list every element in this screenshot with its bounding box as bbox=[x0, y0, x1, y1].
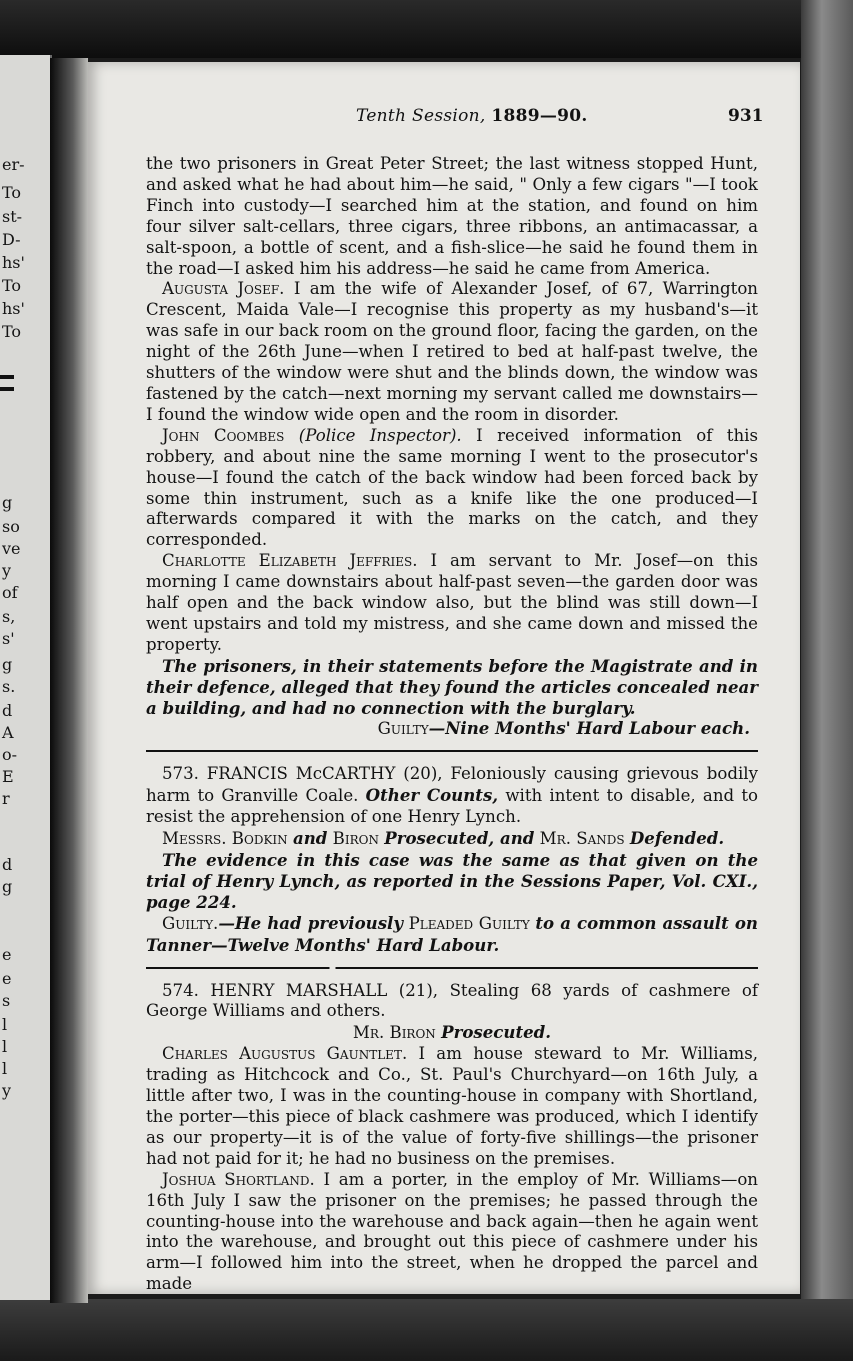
book-gutter bbox=[50, 58, 88, 1303]
testimony-text: I am the wife of Alexander Josef, of 67, Warrington Crescent, Maida Vale—I recognise this property as my husband's—it was safe in our back room on the ground floor, facing the garden, on the night of the 26th June—when I retired to bed at half-past twelve, the shutters of the window were shut and the blinds down, the window was fastened by the catch—next morning my servant called me downstairs—I found the window wide open and the room in disorder. bbox=[146, 279, 758, 424]
previous-page-fragment: y bbox=[2, 561, 12, 580]
case-charge: Stealing 68 yards of cashmere of George Williams and others. bbox=[146, 980, 759, 1021]
verdict-pleaded: Pleaded Guilty bbox=[408, 913, 530, 933]
previous-page-fragment: e bbox=[2, 969, 12, 988]
previous-page-fragment: g bbox=[2, 655, 13, 674]
previous-page-fragment: s' bbox=[2, 629, 15, 648]
previous-page-fragment: To bbox=[2, 276, 22, 295]
verdict bbox=[146, 718, 758, 740]
case-573-verdict bbox=[146, 913, 758, 957]
case-title: 573. FRANCIS McCARTHY (20), bbox=[162, 764, 443, 784]
testimony-joshua-shortland bbox=[146, 1170, 758, 1295]
verdict-text: to a common assault on Tanner—Twelve Months' Hard Labour. bbox=[146, 912, 758, 955]
counsel-prosecuted: Prosecuted. bbox=[441, 1022, 552, 1043]
previous-page-fragment: l bbox=[2, 1015, 8, 1034]
previous-page-fragment: A bbox=[2, 723, 14, 742]
previous-page-fragment: hs' bbox=[2, 299, 25, 318]
counsel-name: Biron bbox=[332, 829, 379, 849]
witness-name: Charlotte Elizabeth Jeffries. bbox=[162, 551, 418, 571]
page-body bbox=[146, 154, 758, 1295]
previous-page-fragment: s, bbox=[2, 607, 16, 626]
counsel-name: Mr. Biron bbox=[352, 1023, 436, 1043]
previous-page-fragment: d bbox=[2, 855, 13, 874]
verdict-text: —He had previously bbox=[218, 912, 404, 933]
previous-page-fragment: s. bbox=[2, 677, 16, 696]
scan-frame-top bbox=[0, 0, 853, 58]
prisoners-statement: The prisoners, in their statements before the Magistrate and in their defence, alleged that they found the articles concealed near a building, and had no connection with the burglary. bbox=[146, 655, 758, 718]
page-header bbox=[88, 106, 800, 130]
testimony-text: I am a porter, in the employ of Mr. Williams—on 16th July I saw the prisoner on the premises; he passed through the counting-house into the warehouse and back again—then he again went into the warehouse, and brought out this piece of cashmere under his arm—I followed him into the street, when he dropped the parcel and made bbox=[146, 1169, 758, 1294]
case-573-heading bbox=[146, 764, 758, 828]
case-title: 574. HENRY MARSHALL (21), bbox=[162, 980, 439, 1000]
previous-page-fragment: To bbox=[2, 322, 22, 341]
testimony-text: I am house steward to Mr. Williams, trading as Hitchcock and Co., St. Paul's Churchyard—on 16th July, a little after two, I was in the counting-house in company with Shortland, the porter—this piece of black cashmere was produced, which I identify as our property—it is of the value of forty-five shillings—the prisoner had not paid for it; he had no business on the premises. bbox=[146, 1044, 759, 1168]
testimony-charlotte-jeffries bbox=[146, 551, 758, 656]
counsel-and: and bbox=[292, 828, 328, 849]
previous-page-fragment: l bbox=[2, 1059, 8, 1078]
paragraph-continuation: the two prisoners in Great Peter Street; the last witness stopped Hunt, and asked what he had about him—he said, " Only a few cigars "—I took Finch into custody—I searched him at the station, and found on him four silver salt-cellars, three cigars, three ribbons, an antimacassar, a salt-spoon, a bottle of scent, and a fish-slice—he said he found them in the road—I asked him his address—he said he came from America. bbox=[146, 154, 758, 278]
previous-page-rule bbox=[0, 375, 14, 379]
previous-page-fragment: st- bbox=[2, 207, 23, 226]
previous-page-fragment: g bbox=[2, 877, 13, 896]
verdict-guilty: Guilty. bbox=[162, 913, 219, 933]
witness-name: Charles Augustus Gauntlet. bbox=[162, 1044, 408, 1064]
scan-frame-right bbox=[801, 0, 853, 1361]
previous-page-edge bbox=[0, 55, 52, 1300]
testimony-augusta-josef bbox=[146, 279, 758, 425]
running-title-text: Tenth Session, bbox=[356, 106, 486, 126]
previous-page-fragment: y bbox=[2, 1081, 12, 1100]
witness-name: John Coombes bbox=[162, 425, 285, 445]
case-charge: Feloniously causing grievous bodily harm to Granville Coale. bbox=[146, 764, 758, 806]
case-573-counsel bbox=[146, 828, 758, 850]
previous-page-fragment: d bbox=[2, 701, 13, 720]
previous-page-fragment: o- bbox=[2, 745, 18, 764]
witness-role: (Police Inspector). bbox=[298, 425, 462, 445]
previous-page-fragment: D- bbox=[2, 230, 21, 249]
previous-page-fragment: s bbox=[2, 991, 11, 1010]
case-573-evidence: The evidence in this case was the same as that given on the trial of Henry Lynch, as reported in the Sessions Paper, Vol. CXI., page 224. bbox=[146, 850, 758, 912]
case-574-heading bbox=[146, 981, 758, 1023]
running-title bbox=[356, 106, 588, 126]
testimony-charles-gauntlet bbox=[146, 1044, 758, 1169]
previous-page-fragment: so bbox=[2, 517, 20, 536]
previous-page-fragment: l bbox=[2, 1037, 8, 1056]
previous-page-fragment: hs' bbox=[2, 253, 25, 272]
verdict-guilty: Guilty bbox=[377, 719, 429, 739]
page-number: 931 bbox=[728, 106, 764, 126]
counsel-name: Messrs. Bodkin bbox=[162, 829, 288, 849]
counsel-defended: Defended. bbox=[629, 828, 725, 849]
witness-name: Augusta Josef. bbox=[162, 279, 285, 299]
previous-page-fragment: To bbox=[2, 183, 22, 202]
counsel-prosecuted: Prosecuted, and bbox=[384, 828, 535, 849]
previous-page-fragment: r bbox=[2, 789, 10, 808]
case-574-counsel bbox=[146, 1022, 758, 1044]
previous-page-fragment: E bbox=[2, 767, 14, 786]
previous-page-fragment: of bbox=[2, 583, 18, 602]
testimony-text: I am servant to Mr. Josef—on this morning I came downstairs about half-past seven—the garden door was half open and the back window also, but the blind was still down—I went upstairs and told my mistress, and she came down and missed the property. bbox=[146, 551, 758, 654]
witness-name: Joshua Shortland. bbox=[162, 1169, 315, 1189]
previous-page-fragment: er- bbox=[2, 155, 25, 174]
previous-page-rule bbox=[0, 387, 14, 391]
previous-page-fragment: e bbox=[2, 945, 12, 964]
section-divider bbox=[146, 967, 758, 969]
verdict-sentence: —Nine Months' Hard Labour each. bbox=[428, 718, 750, 739]
book-page bbox=[88, 62, 800, 1294]
running-title-years: 1889—90. bbox=[491, 106, 588, 126]
case-charge-cont: with intent to disable, and to resist the apprehension of one Henry Lynch. bbox=[146, 786, 759, 827]
previous-page-fragment: g bbox=[2, 493, 13, 512]
other-counts: Other Counts, bbox=[365, 785, 499, 806]
previous-page-fragment: ve bbox=[2, 539, 21, 558]
scan-frame-bottom bbox=[0, 1299, 853, 1361]
testimony-john-coombes bbox=[146, 426, 758, 551]
counsel-name: Mr. Sands bbox=[539, 829, 625, 849]
section-divider bbox=[146, 750, 758, 752]
testimony-text: I received information of this robbery, and about nine the same morning I went to the prosecutor's house—I found the catch of the back window had been forced back by some thin instrument, such as a knife like the one produced—I afterwards compared it with the marks on the catch, and they corresponded. bbox=[146, 425, 758, 550]
